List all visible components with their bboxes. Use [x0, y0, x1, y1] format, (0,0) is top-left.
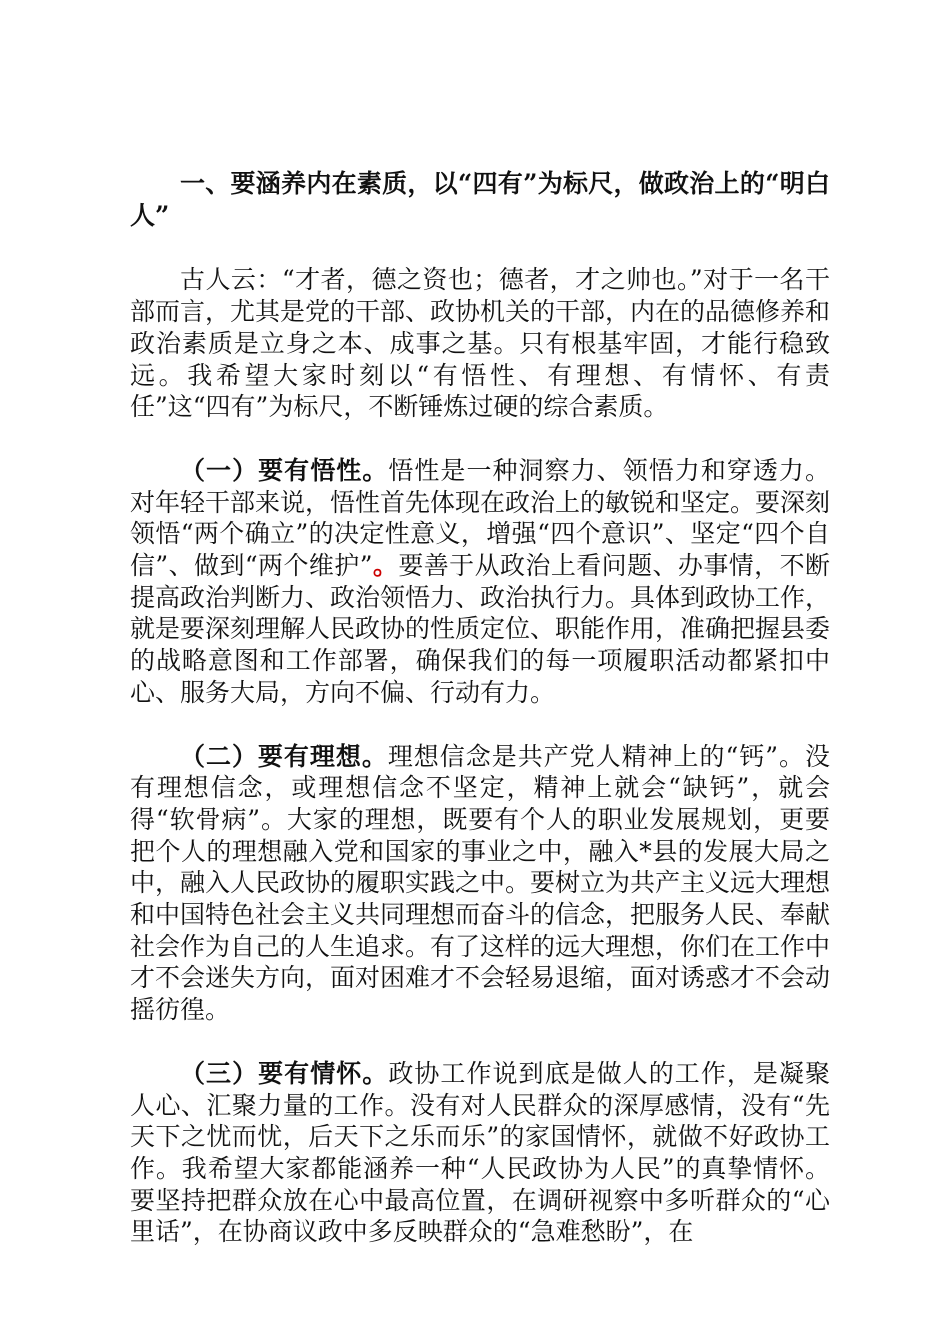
paragraph-lead: （一）要有悟性。 — [180, 455, 389, 485]
intro-paragraph: 古人云：“才者，德之资也；德者，才之帅也。”对于一名干部而言，尤其是党的干部、政协机关的干部，内在的品德修养和政治素质是立身之本、成事之基。只有根基牢固，才能行稳致远。我希望大家时刻以“有悟性、有理想、有情怀、有责任”这“四有”为标尺，不断锤炼过硬的综合素质。 — [130, 265, 831, 422]
red-period-mark: 。 — [372, 551, 399, 581]
paragraph-insight — [130, 455, 830, 709]
paragraph-text: 理想信念是共产党人精神上的“钙”。没有理想信念，或理想信念不坚定，精神上就会“缺钙”，就会得“软骨病”。大家的理想，既要有个人的职业发展规划，更要把个人的理想融入党和国家的事业之中，融入*县的发展大局之中，融入人民政协的履职实践之中。要树立为共产主义远大理想和中国特色社会主义共同理想而奋斗的信念，把服务人民、奉献社会作为自己的人生追求。有了这样的远大理想，你们在工作中才不会迷失方向，面对困难才不会轻易退缩，面对诱惑才不会动摇彷徨。 — [130, 741, 831, 1025]
paragraph-lead: （三）要有情怀。 — [180, 1058, 389, 1088]
paragraph-sentiment — [130, 1058, 830, 1248]
section-heading: 一、要涵养内在素质，以“四有”为标尺，做政治上的“明白人” — [130, 169, 830, 230]
paragraph-ideal — [130, 741, 830, 1026]
document-body — [130, 168, 830, 1280]
paragraph-text: 悟性是一种洞察力、领悟力和穿透力。对年轻干部来说，悟性首先体现在政治上的敏锐和坚定。要深刻领悟“两个确立”的决定性意义，增强“四个意识”、坚定“四个自信”、做到“两个维护” — [130, 455, 831, 581]
paragraph-lead: （二）要有理想。 — [180, 741, 388, 771]
paragraph-text: 政协工作说到底是做人的工作，是凝聚人心、汇聚力量的工作。没有对人民群众的深厚感情，没有“先天下之忧而忧，后天下之乐而乐”的家国情怀，就做不好政协工作。我希望大家都能涵养一种“人民政协为人民”的真挚情怀。要坚持把群众放在心中最高位置，在调研视察中多听群众的“心里话”，在协商议政中多反映群众的“急难愁盼”，在 — [130, 1058, 830, 1247]
paragraph-text: 要善于从政治上看问题、办事情，不断提高政治判断力、政治领悟力、政治执行力。具体到政协工作，就是要深刻理解人民政协的性质定位、职能作用，准确把握县委的战略意图和工作部署，确保我们的每一项履职活动都紧扣中心、服务大局，方向不偏、行动有力。 — [130, 551, 831, 707]
